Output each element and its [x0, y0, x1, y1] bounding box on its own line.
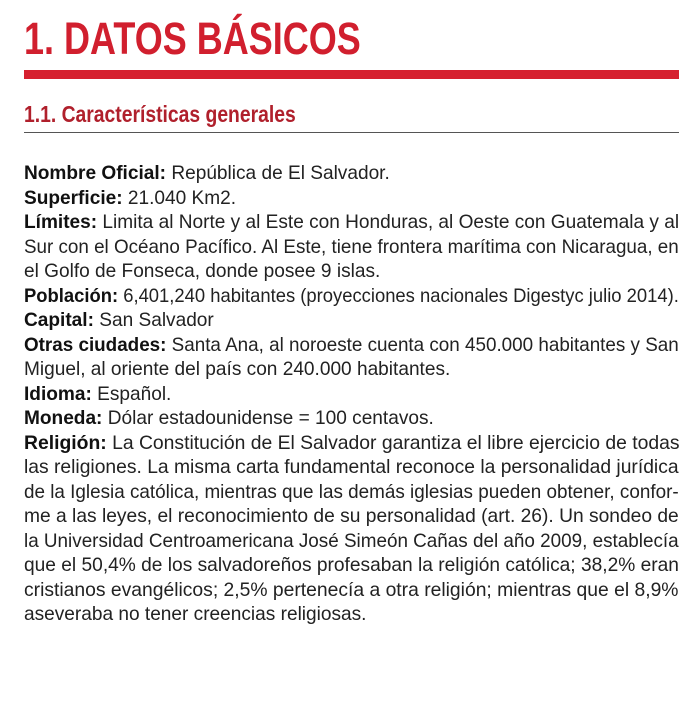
field-label: Otras ciudades: [24, 333, 167, 356]
field-label: Nombre Oficial: [24, 162, 167, 184]
field-poblacion [24, 284, 679, 309]
subtitle-rule [24, 132, 679, 133]
field-value: República de El Salvador. [166, 162, 390, 184]
field-nombre-oficial [24, 161, 390, 186]
field-value: Limita al Norte y al Este con Honduras, al Oeste con Guatemala y al [97, 211, 680, 233]
field-limites-cont: Sur con el Océano Pacífico. Al Este, tiene frontera marítima con Nicaragua, en [24, 235, 679, 258]
field-value: San Salvador [93, 309, 214, 331]
field-moneda [24, 406, 434, 431]
title-underline-bar [24, 70, 679, 79]
field-religion-cont: de la Iglesia católica, mientras que las demás iglesias pueden obtener, confor- [24, 480, 679, 503]
section-subtitle: 1.1. Características generales [24, 101, 296, 127]
field-religion [24, 431, 679, 456]
field-idioma [24, 382, 172, 407]
field-otras-ciudades [24, 333, 679, 358]
field-label: Capital: [24, 309, 94, 331]
field-value: Dólar estadounidense = 100 centavos. [102, 407, 434, 429]
field-limites [24, 210, 679, 235]
field-religion-cont: la Universidad Centroamericana José Simeón Cañas del año 2009, establecía [24, 529, 679, 552]
field-value: Español. [91, 382, 172, 405]
field-otras-ciudades-cont: Miguel, al oriente del país con 240.000 habitantes. [24, 358, 451, 380]
basic-data-list [24, 161, 679, 627]
field-religion-cont: cristianos evangélicos; 2,5% pertenecía a otra religión; mientras que el 8,9% [24, 578, 679, 601]
field-label: Superficie: [24, 186, 123, 209]
field-religion-cont: que el 50,4% de los salvadoreños profesaban la religión católica; 38,2% eran [24, 554, 679, 576]
field-label: Población: [24, 284, 119, 307]
field-capital [24, 308, 214, 333]
field-religion-cont: me a las leyes, el reconocimiento de su personalidad (art. 26). Un sondeo de [24, 505, 679, 527]
field-superficie [24, 186, 236, 211]
field-value: Santa Ana, al noroeste cuenta con 450.000 habitantes y San [166, 333, 679, 356]
field-limites-cont: el Golfo de Fonseca, donde posee 9 islas. [24, 260, 381, 282]
field-religion-cont: las religiones. La misma carta fundamental reconoce la personalidad jurídica [24, 456, 679, 478]
field-label: Religión: [24, 431, 107, 454]
page-title: 1. DATOS BÁSICOS [24, 13, 361, 64]
field-label: Límites: [24, 211, 98, 233]
field-religion-cont: aseveraba no tener creencias religiosas. [24, 603, 367, 625]
field-value: 6,401,240 habitantes (proyecciones nacionales Digestyc julio 2014). [118, 284, 679, 307]
field-value: La Constitución de El Salvador garantiza el libre ejercicio de todas [106, 431, 680, 454]
field-value: 21.040 Km2. [122, 186, 237, 209]
field-label: Moneda: [24, 407, 103, 429]
field-label: Idioma: [24, 382, 92, 405]
